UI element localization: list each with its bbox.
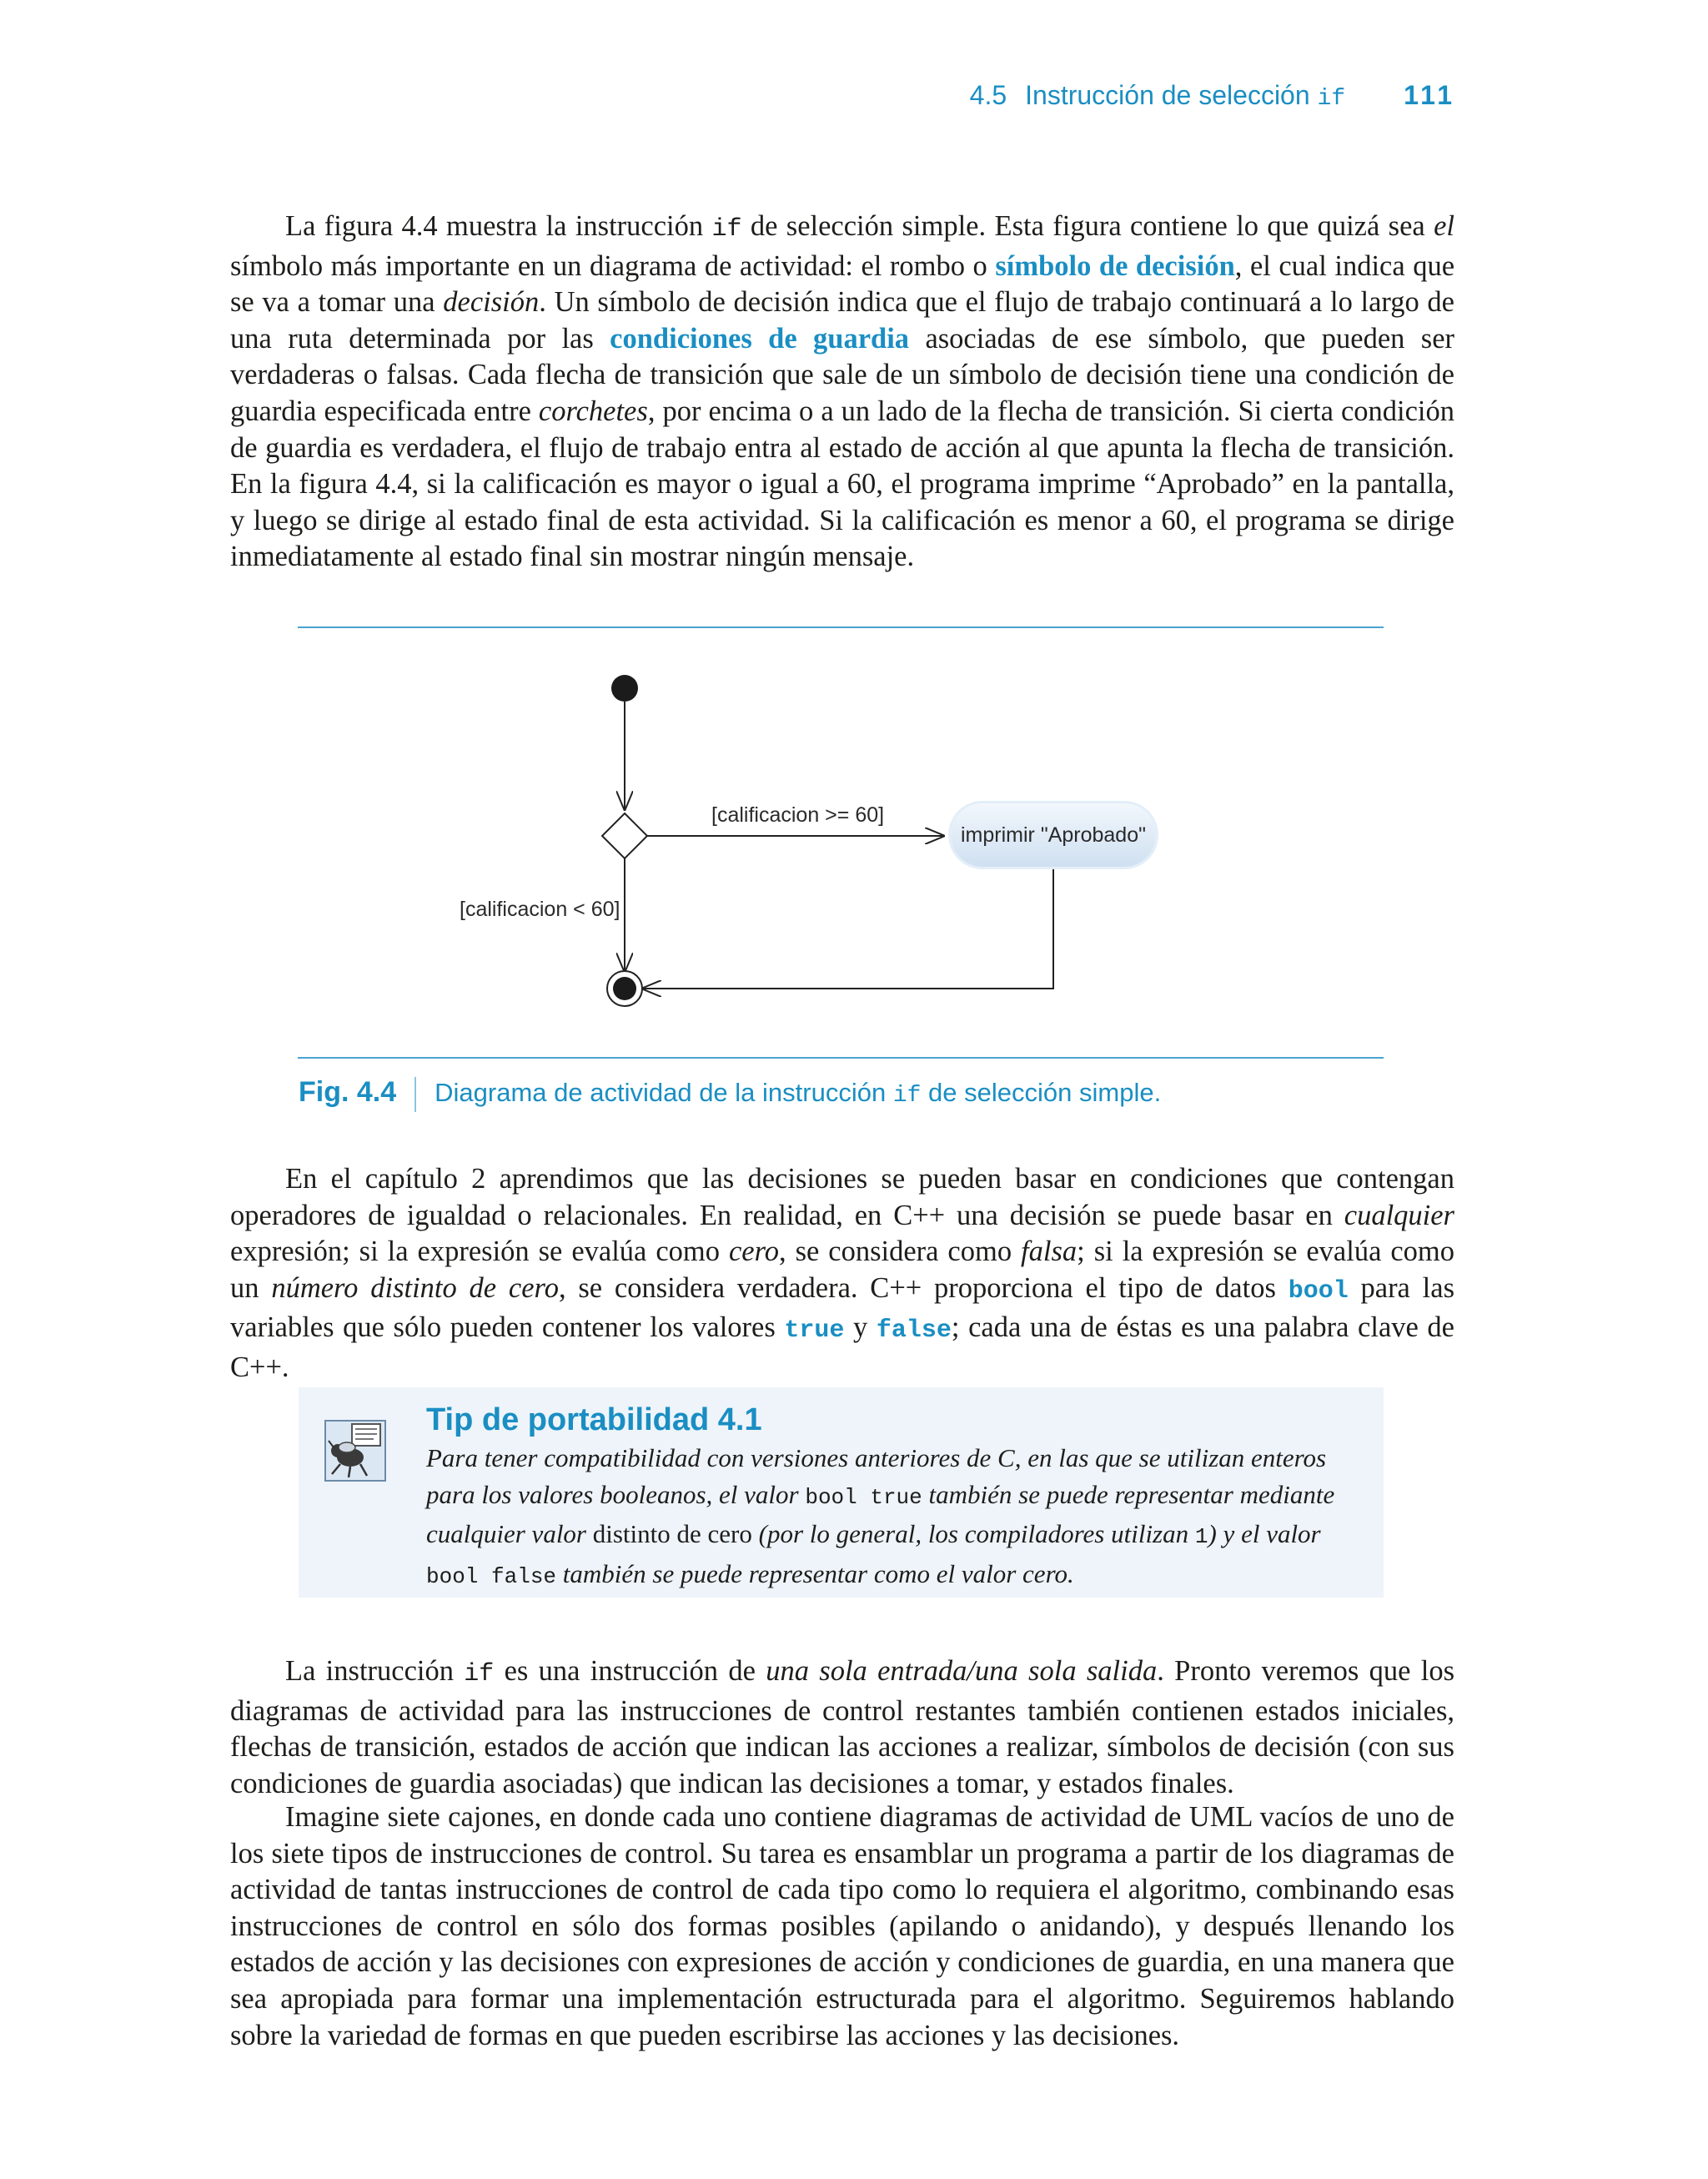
tip-code-bool-true: bool true — [805, 1484, 922, 1510]
tip-text-1: Para tener compatibilidad con versiones anteriores de C, en las que se utilizan enteros para los valores booleanos, el valor — [426, 1443, 1327, 1509]
p3-italic-single-entry: una sola entrada/una sola salida — [766, 1655, 1158, 1687]
p2-italic-nonzero: número distinto de cero — [271, 1271, 559, 1304]
p3-text-1: La instrucción — [285, 1655, 465, 1687]
tip-text-3: (por lo general, los compiladores utilizan — [751, 1519, 1195, 1548]
caption-text-2: de selección simple. — [921, 1078, 1162, 1107]
p3-code-if: if — [464, 1660, 495, 1688]
paragraph-3 — [230, 1653, 1454, 1802]
p1-text-4: , el cual indica que se va a tomar una — [230, 249, 1455, 319]
initial-state — [611, 675, 638, 702]
p1-text-6: asociadas de ese símbolo, que pueden ser verdaderas o falsas. Cada flecha de transición que sale de un símbolo de decisión tiene una condición de guardia especificada entre — [230, 322, 1455, 427]
p1-italic-decision: decisión — [443, 286, 540, 319]
guard-false-label: [calificacion < 60] — [460, 898, 620, 921]
p1-code-if: if — [711, 215, 742, 244]
tip-code-one: 1 — [1194, 1524, 1208, 1549]
p2-text-4: ; si la expresión se evalúa como un — [230, 1235, 1454, 1304]
p4-text-1: Imagine siete cajones, en donde cada uno contiene diagramas de actividad de UML vacíos de uno de los siete tipos de instrucciones de control. Su tarea es ensamblar un programa a partir de los diagramas de actividad de tantas instrucciones de control de cada tipo como lo requiera el algoritmo, combinando esas instrucciones de control en sólo dos formas posibles (apilando o anidando), y después llenando los estados de acción y las decisiones con expresiones de acción y condiciones de guardia, en una manera que sea apropiada para formar una implementación estructurada para el algoritmo. Seguiremos hablando sobre la variedad de formas en que pueden escribirse las acciones y las decisiones. — [230, 1801, 1454, 2051]
caption-text-1: Diagrama de actividad de la instrucción — [435, 1078, 893, 1107]
p2-code-false: false — [876, 1316, 952, 1346]
caption-separator — [414, 1077, 416, 1112]
p1-text-3: símbolo más importante en un diagrama de actividad: el rombo o — [230, 249, 996, 282]
p3-text-2: es una instrucción de — [494, 1655, 766, 1687]
bug-icon — [324, 1417, 390, 1484]
paragraph-2 — [230, 1161, 1454, 1386]
tip-text-4: ) y el valor — [1208, 1519, 1321, 1548]
p1-text-7: , por encima o a un lado de la flecha de transición. Si cierta condición de guardia es verdadera, el flujo de trabajo entra al estado de acción al que apunta la flecha de transición. En la figura 4.4, si la calificación es mayor o igual a 60, el programa imprime “Aprobado” en la pantalla, y luego se dirige al estado final de esta actividad. Si la calificación es menor a 60, el programa se dirige inmediatamente al estado final sin mostrar ningún mensaje. — [230, 395, 1454, 573]
p1-keyword-decision-symbol: símbolo de decisión — [995, 249, 1235, 282]
paragraph-4 — [230, 1799, 1454, 2054]
p1-italic-brackets: corchetes — [538, 395, 648, 427]
caption-code: if — [892, 1083, 922, 1109]
p2-text-5: , se considera verdadera. C++ proporciona el tipo de datos — [558, 1271, 1289, 1304]
p1-keyword-guard-conditions: condiciones de guardia — [610, 322, 910, 355]
p3-text-3: . Pronto veremos que los diagramas de actividad para las instrucciones de control restantes también contienen estados iniciales, flechas de transición, estados de acción que indican las acciones a realizar, símbolos de decisión (con sus condiciones de guardia asociadas) que indican las decisiones a tomar, y estados finales. — [230, 1655, 1455, 1799]
figure-label: Fig. 4.4 — [299, 1076, 397, 1108]
figure-bottom-rule — [298, 1057, 1384, 1059]
figure-caption — [299, 1076, 1161, 1112]
p2-text-8: ; cada una de éstas es una palabra clave de C++. — [230, 1311, 1454, 1383]
tip-code-bool-false: bool false — [426, 1563, 557, 1589]
p1-text-2: de selección simple. Esta figura contiene lo que quizá sea — [741, 210, 1434, 242]
tip-title: Tip de portabilidad 4.1 — [426, 1402, 762, 1437]
final-state-dot — [613, 977, 636, 1000]
p1-text-1: La figura 4.4 muestra la instrucción — [285, 210, 712, 242]
tip-text — [426, 1440, 1352, 1595]
p2-text-7: y — [844, 1311, 877, 1344]
p2-italic-zero: cero — [728, 1235, 779, 1268]
p2-code-bool: bool — [1288, 1276, 1349, 1306]
section-title: Instrucción de selección — [1025, 80, 1310, 110]
transition-action-to-final — [642, 868, 1053, 989]
tip-text-5: también se puede representar como el valor cero. — [556, 1558, 1074, 1588]
p1-italic-el: el — [1434, 210, 1454, 242]
p2-text-1: En el capítulo 2 aprendimos que las decisiones se pueden basar en condiciones que contengan operadores de igualdad o relacionales. En realidad, en C++ una decisión se puede basar en — [230, 1163, 1454, 1231]
p2-text-3: , se considera como — [778, 1235, 1022, 1268]
action-state-print-approved: imprimir "Aprobado" — [951, 803, 1156, 867]
p2-code-true: true — [784, 1316, 845, 1346]
p2-text-2: expresión; si la expresión se evalúa como — [230, 1235, 729, 1268]
portability-tip-box — [299, 1387, 1384, 1598]
page-number: 111 — [1404, 80, 1455, 110]
section-code: if — [1317, 86, 1346, 112]
tip-roman-nonzero: distinto de cero — [592, 1519, 752, 1548]
guard-true-label: [calificacion >= 60] — [711, 803, 885, 827]
p2-text-6: para las variables que sólo pueden contener los valores — [230, 1271, 1454, 1344]
section-number: 4.5 — [969, 80, 1007, 110]
decision-symbol — [602, 813, 647, 858]
p2-italic-false: falsa — [1021, 1235, 1078, 1268]
tip-text-2: también se puede representar mediante cualquier valor — [426, 1479, 1335, 1548]
p2-italic-any: cualquier — [1344, 1199, 1454, 1231]
p1-text-5: . Un símbolo de decisión indica que el flujo de trabajo continuará a lo largo de una ruta determinada por las — [230, 286, 1454, 355]
